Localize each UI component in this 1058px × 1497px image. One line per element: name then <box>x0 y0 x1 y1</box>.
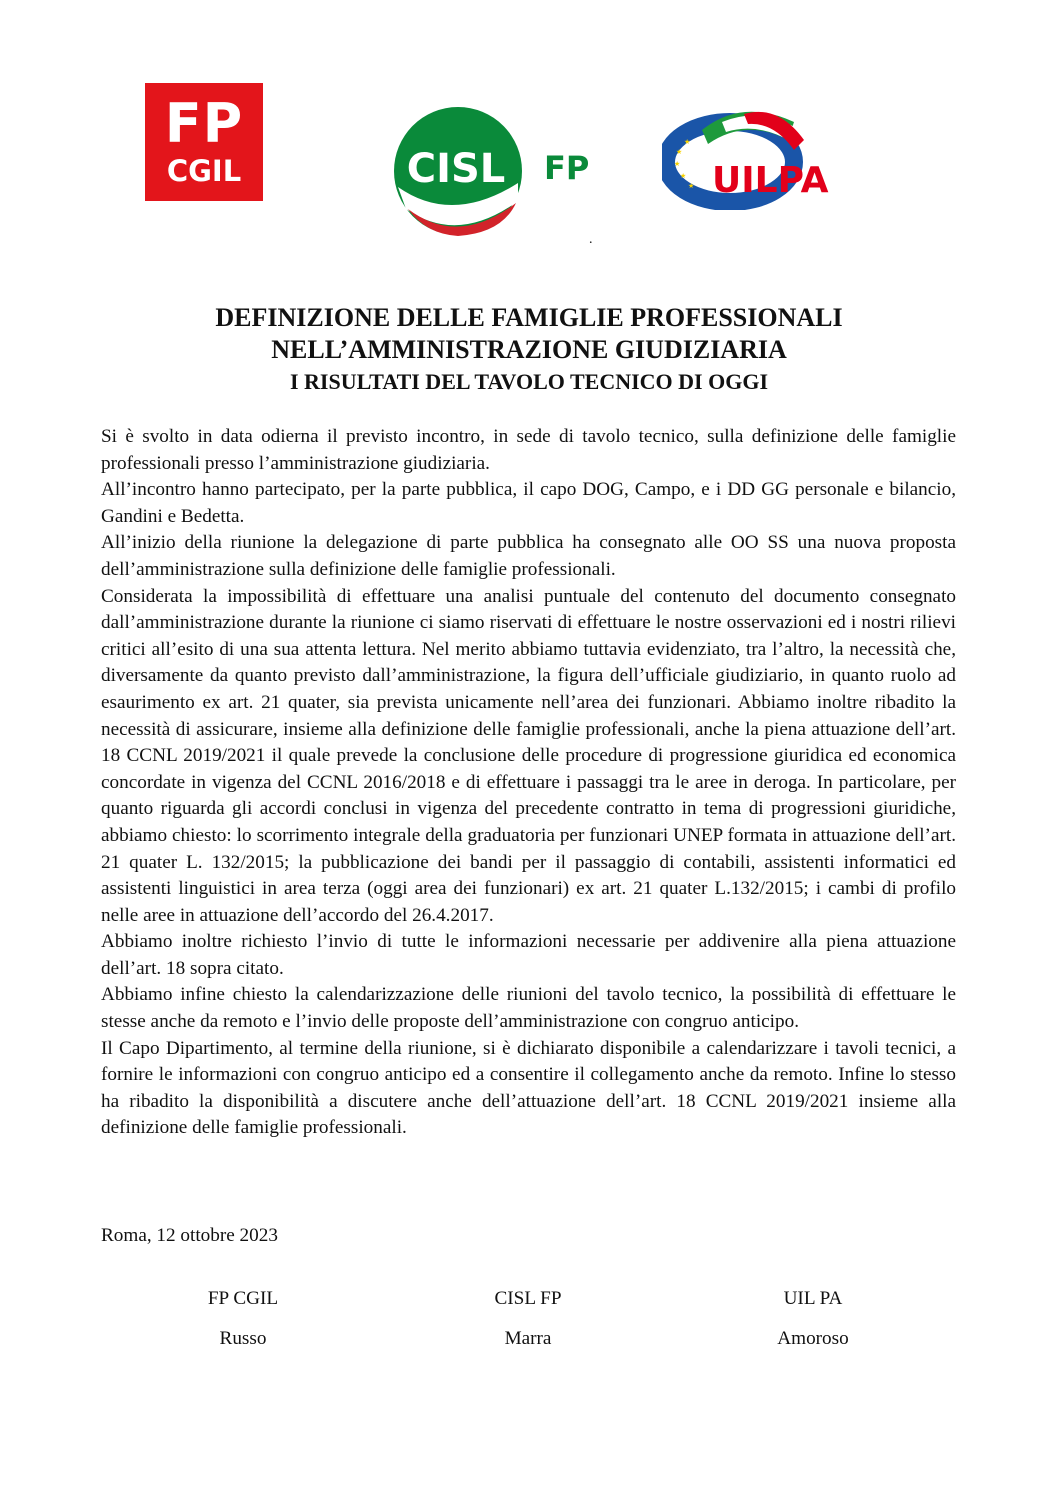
fp-cgil-logo-line2: CGIL <box>166 154 242 188</box>
svg-text:★: ★ <box>680 172 687 180</box>
cisl-fp-logo-word: CISL <box>406 146 506 192</box>
signature-org: CISL FP <box>494 1288 562 1309</box>
signature-org: UIL PA <box>783 1288 843 1309</box>
title-line-1: DEFINIZIONE DELLE FAMIGLIE PROFESSIONALI <box>215 303 843 332</box>
svg-text:★: ★ <box>674 160 681 168</box>
paragraph: Si è svolto in data odierna il previsto incontro, in sede di tavolo tecnico, sulla definizione delle famiglie professionali presso l’amministrazione giudiziaria. <box>101 426 956 474</box>
stray-dot: . <box>589 232 593 247</box>
uilpa-logo <box>662 100 852 210</box>
fp-cgil-logo-line1: FP <box>164 92 244 155</box>
body-text <box>101 424 956 1142</box>
uilpa-logo-word: UILPA <box>712 160 829 201</box>
paragraph: Considerata la impossibilità di effettuare una analisi puntuale del contenuto del documento consegnato dall’amministrazione durante la riunione ci siamo riservati di effettuare le nostre osservazioni ed i nostri rilievi critici all’esito di una sua attenta lettura. Nel merito abbiamo tuttavia evidenziato, tra l’altro, la necessità che, diversamente da quanto previsto dall’amministrazione, la figura dell’ufficiale giudiziario, in quanto ruolo ad esaurimento ex art. 21 quater, sia prevista unicamente nell’area dei funzionari. Abbiamo inoltre ribadito la necessità di assicurare, insieme alla definizione delle famiglie professionali, anche la piena attuazione dell’art. 18 CCNL 2019/2021 il quale prevede la conclusione delle procedure di progressione giuridica ed economica concordate in vigenza del CCNL 2016/2018 e di effettuare i passaggi tra le aree in deroga. In particolare, per quanto riguarda gli accordi conclusi in vigenza del precedente contratto in tema di progressioni giuridiche, abbiamo chiesto: lo scorrimento integrale della graduatoria per funzionari UNEP formata in attuazione dell’art. 21 quater L. 132/2015; la pubblicazione dei bandi per il passaggio di contabili, assistenti informatici ed assistenti linguistici in area terza (oggi area dei funzionari) ex art. 21 quater L.132/2015; i cambi di profilo nelle aree in attuazione dell’accordo del 26.4.2017. <box>101 585 956 926</box>
signature-name: Amoroso <box>777 1328 849 1349</box>
place-date: Roma, 12 ottobre 2023 <box>101 1225 278 1246</box>
signature-name: Marra <box>504 1328 552 1349</box>
title-line-2: NELL’AMMINISTRAZIONE GIUDIZIARIA <box>271 335 787 364</box>
paragraph: Abbiamo inoltre richiesto l’invio di tutte le informazioni necessarie per addivenire alla piena attuazione dell’art. 18 sopra citato. <box>101 931 956 979</box>
cisl-fp-logo <box>392 105 592 240</box>
svg-text:★: ★ <box>676 148 683 156</box>
subtitle: I RISULTATI DEL TAVOLO TECNICO DI OGGI <box>289 369 769 394</box>
paragraph: Abbiamo infine chiesto la calendarizzazione delle riunioni del tavolo tecnico, la possibilità di effettuare le stesse anche da remoto e l’invio delle proposte dell’amministrazione con congruo anticipo. <box>101 984 956 1033</box>
signature-name: Russo <box>219 1328 267 1349</box>
svg-text:★: ★ <box>684 138 691 146</box>
svg-text:★: ★ <box>688 182 695 190</box>
paragraph: All’incontro hanno partecipato, per la parte pubblica, il capo DOG, Campo, e i DD GG personale e bilancio, Gandini e Bedetta. <box>101 479 956 527</box>
fp-cgil-logo <box>145 83 263 201</box>
signature-org: FP CGIL <box>207 1288 279 1309</box>
cisl-fp-logo-suffix: FP <box>544 149 590 187</box>
paragraph: Il Capo Dipartimento, al termine della riunione, si è dichiarato disponibile a calendarizzare i tavoli tecnici, a fornire le informazioni con congruo anticipo ed a consentire il collegamento anche da remoto. Infine lo stesso ha ribadito la disponibilità a discutere anche dell’attuazione dell’art. 18 CCNL 2019/2021 insieme alla definizione delle famiglie professionali. <box>101 1037 956 1139</box>
paragraph: All’inizio della riunione la delegazione di parte pubblica ha consegnato alle OO SS una nuova proposta dell’amministrazione sulla definizione delle famiglie professionali. <box>101 532 956 580</box>
